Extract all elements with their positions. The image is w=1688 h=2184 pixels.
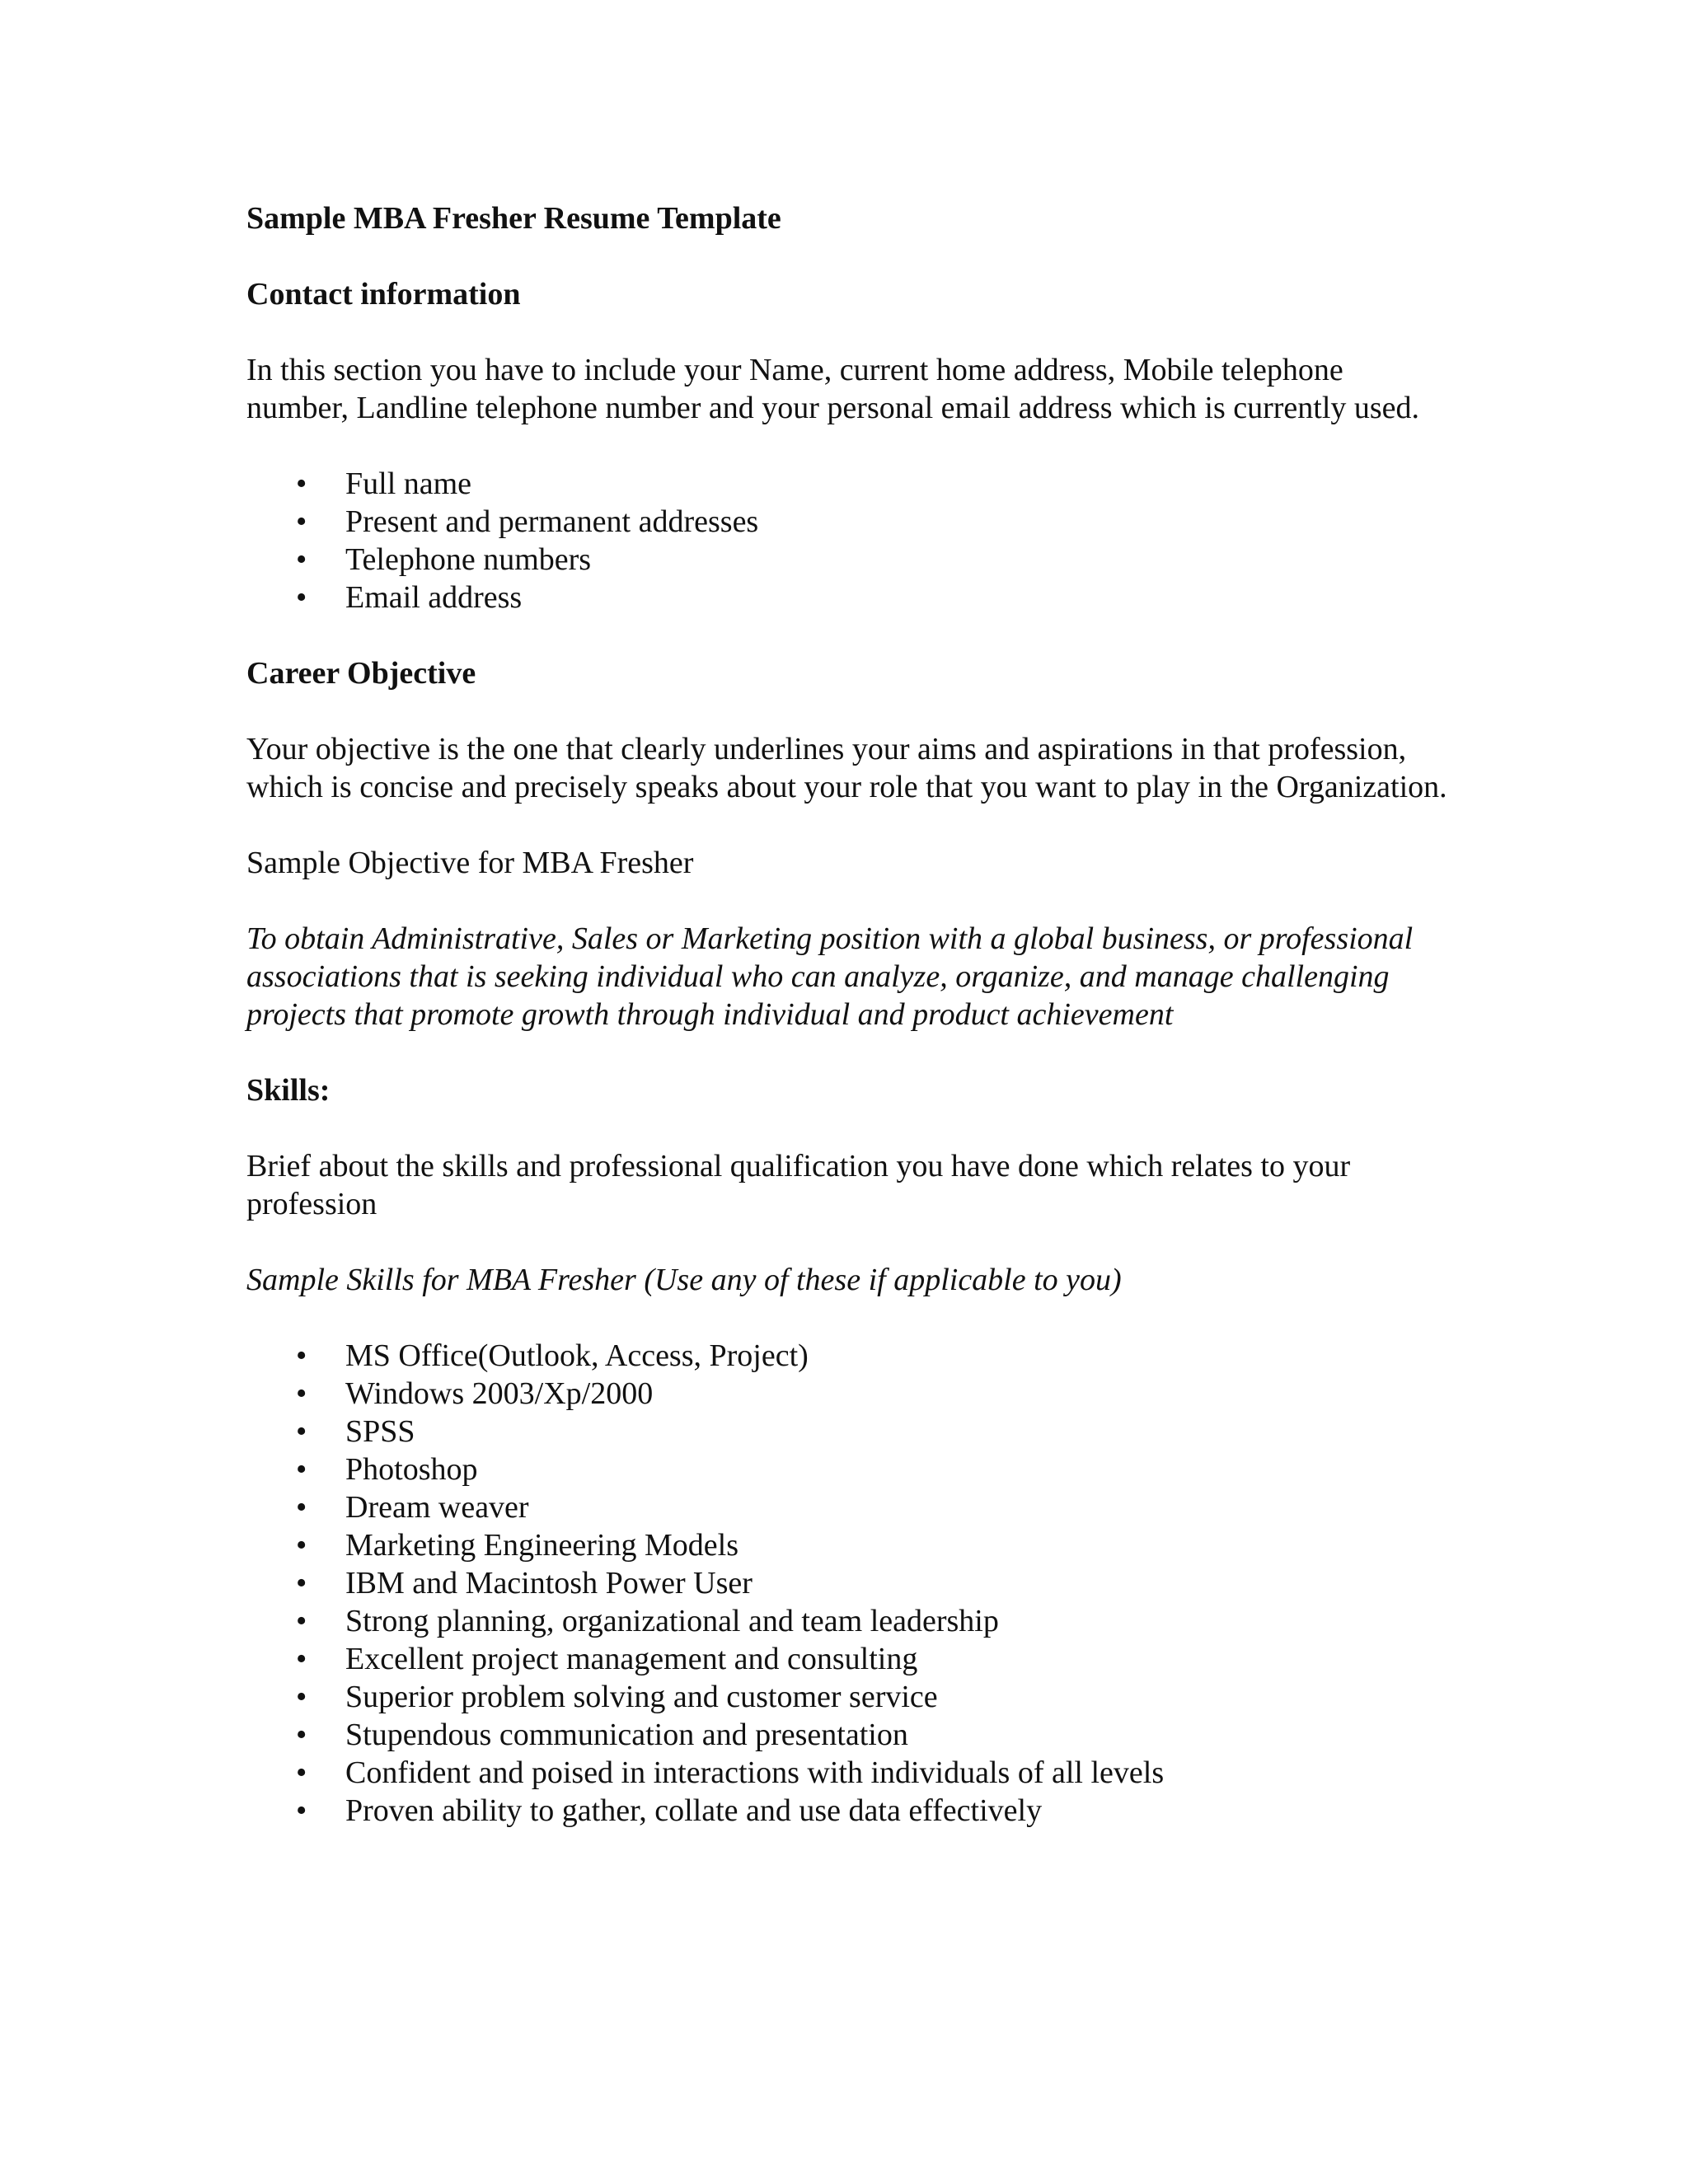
objective-heading: Career Objective <box>246 656 476 691</box>
bullet-icon: • <box>296 1452 307 1487</box>
bullet-icon: • <box>296 580 307 615</box>
list-item: • Excellent project management and consulting <box>296 1642 918 1676</box>
bullet-icon: • <box>296 1680 307 1714</box>
list-item: • Full name <box>296 466 472 501</box>
list-item: • Strong planning, organizational and team leadership <box>296 1604 999 1638</box>
contact-heading: Contact information <box>246 277 521 312</box>
bullet-icon: • <box>296 1718 307 1752</box>
skills-list <box>246 1337 1450 1830</box>
skills-sample-label: Sample Skills for MBA Fresher (Use any of these if applicable to you) <box>246 1263 1122 1297</box>
list-item: • Superior problem solving and customer service <box>296 1680 938 1714</box>
list-item: • Dream weaver <box>296 1490 529 1525</box>
list-item: • Windows 2003/Xp/2000 <box>296 1376 654 1411</box>
bullet-icon: • <box>296 1338 307 1373</box>
objective-sample-label: Sample Objective for MBA Fresher <box>246 846 694 880</box>
skills-heading: Skills: <box>246 1073 331 1108</box>
document-page <box>246 199 1450 1868</box>
objective-intro: Your objective is the one that clearly underlines your aims and aspirations in that profession, which is concise and precisely speaks about your role that you want to play in the Organization. <box>246 732 1447 804</box>
bullet-icon: • <box>296 542 307 577</box>
bullet-icon: • <box>296 1528 307 1563</box>
bullet-icon: • <box>296 1376 307 1411</box>
contact-list <box>246 465 1450 616</box>
bullet-icon: • <box>296 504 307 539</box>
bullet-icon: • <box>296 1793 307 1828</box>
bullet-icon: • <box>296 1642 307 1676</box>
contact-intro: In this section you have to include your Name, current home address, Mobile telephone number, Landline telephone number and your personal email address which is currently used. <box>246 353 1420 425</box>
bullet-icon: • <box>296 1566 307 1601</box>
list-item: • MS Office(Outlook, Access, Project) <box>296 1338 809 1373</box>
list-item: • Proven ability to gather, collate and use data effectively <box>296 1793 1043 1828</box>
list-item: • Stupendous communication and presentation <box>296 1718 908 1752</box>
list-item: • Confident and poised in interactions with individuals of all levels <box>296 1755 1165 1790</box>
bullet-icon: • <box>296 1414 307 1449</box>
bullet-icon: • <box>296 1755 307 1790</box>
bullet-icon: • <box>296 1490 307 1525</box>
document-title: Sample MBA Fresher Resume Template <box>246 201 781 236</box>
list-item: • IBM and Macintosh Power User <box>296 1566 753 1601</box>
bullet-icon: • <box>296 466 307 501</box>
skills-intro: Brief about the skills and professional qualification you have done which relates to your profession <box>246 1149 1351 1221</box>
bullet-icon: • <box>296 1604 307 1638</box>
list-item: • Photoshop <box>296 1452 478 1487</box>
list-item: • Email address <box>296 580 523 615</box>
list-item: • SPSS <box>296 1414 415 1449</box>
list-item: • Marketing Engineering Models <box>296 1528 739 1563</box>
list-item: • Present and permanent addresses <box>296 504 759 539</box>
list-item: • Telephone numbers <box>296 542 592 577</box>
objective-sample-text: To obtain Administrative, Sales or Marketing position with a global business, or professional associations that is seeking individual who can analyze, organize, and manage challenging projects that promote growth through individual and product achievement <box>246 921 1414 1032</box>
